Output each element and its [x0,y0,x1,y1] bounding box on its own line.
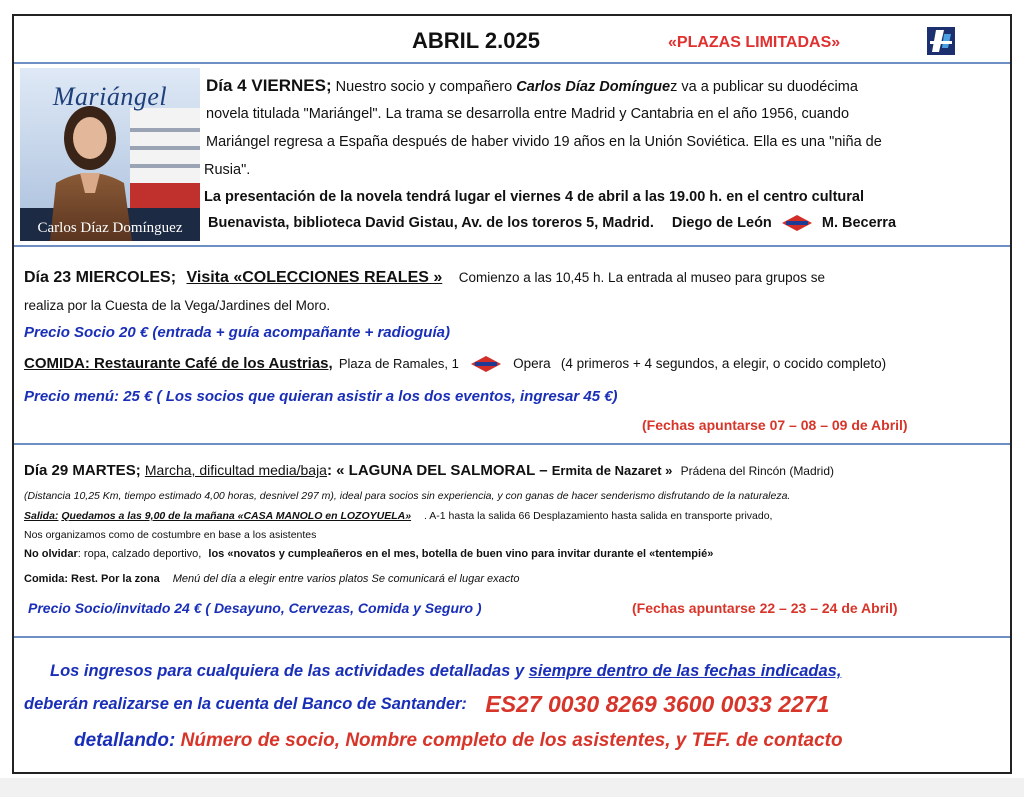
event1-line-1 [206,76,858,96]
event3-day: Día 29 MARTES; [24,462,141,479]
event2-price: Precio Socio 20 € (entrada + guía acompañante + radioguía) [24,324,450,341]
event3-line-3 [24,510,772,522]
event3-olvidar-label: No olvidar [24,548,78,560]
event2-meal-place: Plaza de Ramales, 1 [338,356,459,371]
metro-m-becerra: M. Becerra [821,215,897,231]
book-cover-title: Mariángel [52,82,168,111]
event2-meal-label: COMIDA: Restaurante Café de los Austrias, [24,355,333,372]
event3-olvidar-bold: los «novatos y cumpleañeros en el mes, botella de buen vino para invitar durante el «tentempié» [208,548,714,560]
event3-olvidar-text: : ropa, calzado deportivo, [77,548,202,560]
book-cover-image [20,68,200,241]
event2-line-1 [24,269,825,287]
club-logo-icon [924,24,958,58]
bottom-strip [0,778,1024,797]
metro-icon [471,356,501,372]
event3-comida-text: Menú del día a elegir entre varios platos Se comunicará el lugar exacto [172,573,520,585]
event3-line-5 [24,548,713,560]
event1-line-3: Mariángel regresa a España después de haber vivido 19 años en la Unión Soviética. Ella es una "niña de [206,134,882,150]
event2-menu-price: Precio menú: 25 € ( Los socios que quieran asistir a los dos eventos, ingresar 45 €) [24,388,618,405]
event1-line-4: Rusia". [204,162,251,178]
event2-day: Día 23 MIERCOLES; [24,269,177,286]
event3-line-2: (Distancia 10,25 Km, tiempo estimado 4,00 horas, desnivel 297 m), ideal para socios sin experiencia, y con ganas de hacer senderismo disfrutando de la naturaleza. [24,490,791,502]
event1-day: Día 4 VIERNES; [206,76,332,95]
footer-bank-text: deberán realizarse en la cuenta del Banco de Santander: [24,695,467,713]
event3-ermita: Ermita de Nazaret » [551,463,673,478]
event1-line-6 [208,215,896,231]
event3-price: Precio Socio/invitado 24 € ( Desayuno, Cervezas, Comida y Seguro ) [28,600,482,616]
event1-line-2: novela titulada "Mariángel". La trama se desarrolla entre Madrid y Cantabria en el año 1956, cuando [206,106,850,122]
event3-line-1 [24,462,834,479]
event3-line-6 [24,573,519,585]
footer-iban: ES27 0030 8269 3600 0033 2271 [485,691,830,717]
footer-detail-text: Número de socio, Nombre completo de los asistentes, y TEF. de contacto [180,730,843,751]
event2-start: Comienzo a las 10,45 h. La entrada al museo para grupos se [458,270,825,285]
footer-dates-text: siempre dentro de las fechas indicadas, [528,662,842,680]
footer-text: Los ingresos para cualquiera de las actividades detalladas y [50,662,529,680]
event3-salida-rest: . A-1 hasta la salida 66 Desplazamiento hasta salida en transporte privado, [424,510,773,522]
event2-meal-menu: (4 primeros + 4 segundos, a elegir, o cocido completo) [560,356,887,371]
header [14,16,1010,62]
page-title: ABRIL 2.025 [412,28,540,53]
flyer-page [12,14,1012,774]
event2-dates: (Fechas apuntarse 07 – 08 – 09 de Abril) [642,417,908,433]
footer-line-3 [74,730,843,752]
footer-line-2 [24,691,829,718]
footer-detail-label: detallando: [74,730,176,751]
event1-text: z va a publicar su duodécima [670,79,858,95]
event3-salida-label: Salida: [24,510,59,522]
event2-meal [24,355,886,372]
event1-author: Carlos Díaz Domíngue [516,79,671,95]
event3-comida-label: Comida: Rest. Por la zona [24,573,160,585]
divider [14,636,1010,638]
event3-line-4: Nos organizamos como de costumbre en base a los asistentes [24,529,317,541]
event3-salida-text: Quedamos a las 9,00 de la mañana «CASA MANOLO en LOZOYUELA» [61,510,412,522]
footer-line-1 [50,662,841,681]
event1-address: Buenavista, biblioteca David Gistau, Av. de los toreros 5, Madrid. [208,215,654,231]
metro-icon [782,215,812,231]
metro-diego-de-leon: Diego de León [671,215,772,231]
event1-line-5: La presentación de la novela tendrá lugar el viernes 4 de abril a las 19.00 h. en el centro cultural [204,189,865,205]
event3-colon: : [326,462,332,479]
event2-visit: Visita «COLECCIONES REALES » [186,269,443,286]
event3-march: Marcha, dificultad media/baja [144,462,327,478]
book-cover-author: Carlos Díaz Domínguez [37,220,183,236]
event3-laguna: « LAGUNA DEL SALMORAL – [336,462,548,479]
event3-place: Prádena del Rincón (Madrid) [680,464,834,478]
event1-text: Nuestro socio y compañero [331,79,517,95]
event2-line-2: realiza por la Cuesta de la Vega/Jardines del Moro. [24,298,331,313]
divider [14,245,1010,247]
event2-meal-metro: Opera [513,356,551,371]
plazas-limitadas-label: «PLAZAS LIMITADAS» [668,34,841,51]
divider [14,443,1010,445]
event3-dates: (Fechas apuntarse 22 – 23 – 24 de Abril) [632,600,898,616]
divider [14,62,1010,64]
